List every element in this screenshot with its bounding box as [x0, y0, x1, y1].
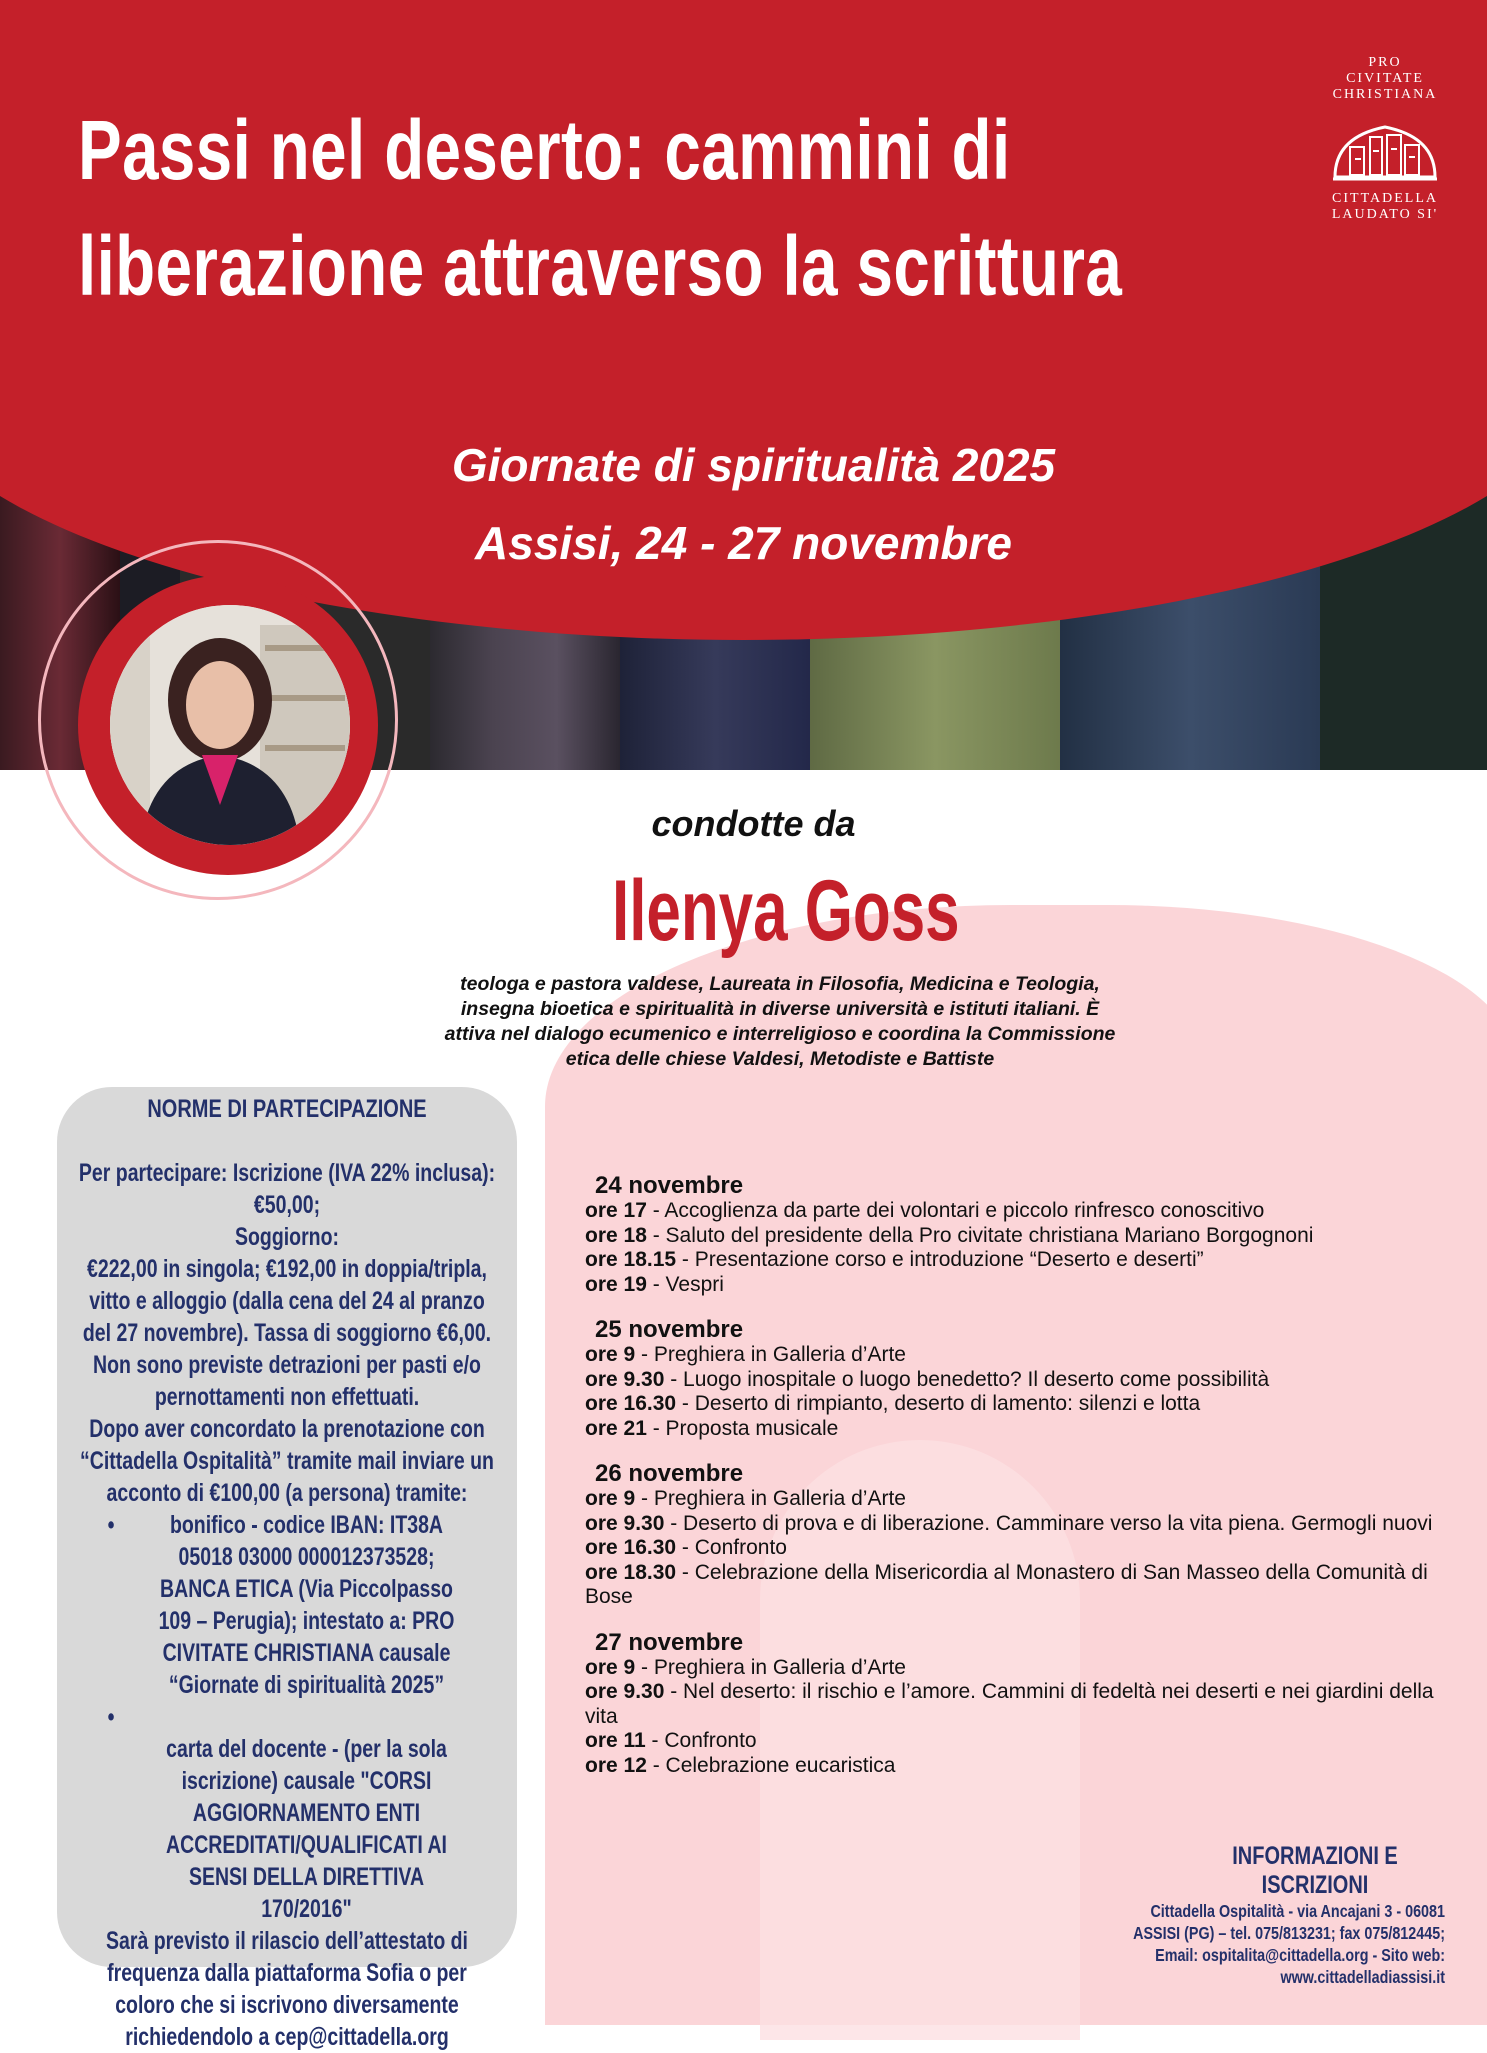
schedule-item — [585, 1512, 1465, 1537]
bio-line: teologa e pastora valdese, Laureata in Filosofia, Medicina e Teologia, — [460, 973, 1100, 995]
item-time: ore 11 — [585, 1729, 646, 1752]
item-text: - Presentazione corso e introduzione “Deserto e deserti” — [676, 1248, 1204, 1271]
schedule-day: 26 novembre — [595, 1460, 744, 1487]
item-time: ore 18.15 — [585, 1248, 677, 1271]
item-text: - Deserto di rimpianto, deserto di lamento: silenzi e lotta — [676, 1392, 1201, 1415]
schedule-item — [585, 1368, 1465, 1393]
item-text: - Luogo inospitale o luogo benedetto? Il deserto come possibilità — [664, 1367, 1270, 1391]
conducted-by-label: condotte da — [651, 803, 856, 844]
rules-paragraph: Per partecipare: Iscrizione (IVA 22% inclusa): €50,00; — [78, 1159, 496, 1219]
logo-text: CITTADELLA — [1332, 191, 1438, 206]
logo-text: PRO — [1368, 55, 1402, 70]
page-title — [78, 92, 1123, 324]
info-title: INFORMAZIONI E ISCRIZIONI — [1232, 1842, 1398, 1899]
bio-line: insegna bioetica e spiritualità in diverse università e istituti italiani. È — [460, 998, 1100, 1020]
bio-line: etica delle chiese Valdesi, Metodiste e Battiste — [565, 1048, 995, 1070]
item-time: ore 12 — [585, 1753, 647, 1777]
info-text — [1125, 1900, 1445, 1988]
rules-paragraph: Non sono previste detrazioni per pasti e/o pernottamenti non effettuati. — [93, 1351, 481, 1411]
citadel-icon — [1325, 107, 1445, 187]
item-time: ore 17 — [585, 1199, 647, 1222]
item-time: ore 9.30 — [585, 1367, 665, 1391]
item-time: ore 19 — [585, 1272, 647, 1296]
item-text: - Deserto di prova e di liberazione. Camminare verso la vita piena. Germogli nuovi — [664, 1511, 1433, 1535]
subtitle-event: Giornate di spiritualità 2025 — [451, 439, 1056, 491]
email-link[interactable]: Email: ospitalita@cittadella.org - Sito web: — [1155, 1945, 1445, 1965]
item-text: - Confronto — [645, 1729, 757, 1752]
item-text: - Celebrazione eucaristica — [646, 1753, 896, 1777]
schedule-day: 27 novembre — [595, 1628, 744, 1656]
item-time: ore 9.30 — [585, 1511, 665, 1535]
item-text: - Preghiera in Galleria d’Arte — [635, 1655, 906, 1679]
rules-paragraph: Dopo aver concordato la prenotazione con “Cittadella Ospitalità” tramite mail inviare un acconto di €100,00 (a persona) tramite: — [80, 1415, 494, 1507]
rules-title: NORME DI PARTECIPAZIONE — [147, 1095, 427, 1123]
subtitle-date: Assisi, 24 - 27 novembre — [475, 517, 1012, 569]
rules-paragraph: €222,00 in singola; €192,00 in doppia/tripla, vitto e alloggio (dalla cena del 24 al pranzo del 27 novembre). Tassa di soggiorno €6,00. — [82, 1255, 492, 1347]
bio-line: attiva nel dialogo ecumenico e interreligioso e coordina la Commissione — [444, 1023, 1116, 1045]
schedule-item — [585, 1754, 1465, 1779]
rules-text — [76, 1157, 497, 2053]
rules-paragraph: Soggiorno: — [235, 1223, 339, 1251]
rules-bullet: • bonifico - codice IBAN: IT38A 05018 03000 000012373528; BANCA ETICA (Via Piccolpasso 109 – Perugia); intestato a: PRO CIVITATE CHRISTIANA causale “Giornate di spiritualità 2025” — [76, 1509, 497, 1701]
item-text: - Celebrazione della Misericordia al Monastero di San Masseo della Comunità di Bose — [585, 1560, 1428, 1608]
title-line: Passi nel deserto: cammini di — [78, 103, 1011, 197]
item-time: ore 16.30 — [585, 1392, 677, 1415]
schedule-day: 25 novembre — [595, 1316, 744, 1343]
item-time: ore 9 — [585, 1343, 636, 1366]
logo — [1320, 55, 1450, 255]
item-text: - Saluto del presidente della Pro civitate christiana Mariano Borgognoni — [646, 1223, 1314, 1247]
schedule-item — [585, 1224, 1465, 1249]
item-time: ore 9 — [585, 1487, 636, 1510]
schedule-item — [585, 1561, 1465, 1610]
item-text: - Preghiera in Galleria d’Arte — [635, 1487, 906, 1510]
rules-bullet: • carta del docente - (per la sola iscrizione) causale "CORSI AGGIORNAMENTO ENTI ACCREDITATI/QUALIFICATI AI SENSI DELLA DIRETTIVA 170/2016" — [76, 1701, 497, 1925]
item-text: - Proposta musicale — [646, 1416, 839, 1440]
item-text: - Confronto — [676, 1536, 787, 1559]
schedule-item — [585, 1487, 1465, 1512]
title-line: liberazione attraverso la scrittura — [78, 219, 1123, 313]
schedule-item — [585, 1536, 1465, 1561]
logo-text: CHRISTIANA — [1332, 87, 1438, 102]
schedule-item — [585, 1729, 1465, 1754]
logo-text: LAUDATO SI' — [1331, 207, 1439, 222]
speaker-bio — [370, 972, 1190, 1072]
schedule-day: 24 novembre — [595, 1172, 744, 1199]
schedule-item — [585, 1199, 1465, 1224]
item-time: ore 9.30 — [585, 1680, 665, 1703]
item-time: ore 9 — [585, 1655, 636, 1679]
item-time: ore 18.30 — [585, 1560, 677, 1584]
item-time: ore 21 — [585, 1416, 647, 1440]
item-text: - Preghiera in Galleria d’Arte — [635, 1343, 906, 1366]
schedule-item — [585, 1680, 1465, 1729]
schedule-item — [585, 1392, 1465, 1417]
website-link[interactable]: www.cittadelladiassisi.it — [1280, 1967, 1445, 1987]
schedule-item — [585, 1273, 1465, 1298]
schedule — [585, 1173, 1465, 1778]
item-text: - Nel deserto: il rischio e l’amore. Cammini di fedeltà nei deserti e nei giardini della vita — [585, 1680, 1434, 1728]
item-time: ore 18 — [585, 1223, 647, 1247]
contact-info — [1125, 1842, 1445, 1988]
schedule-item — [585, 1656, 1465, 1681]
item-time: ore 16.30 — [585, 1536, 677, 1559]
speaker-name: Ilenya Goss — [612, 863, 960, 959]
schedule-item — [585, 1248, 1465, 1273]
info-line: Cittadella Ospitalità - via Ancajani 3 - 06081 — [1150, 1901, 1445, 1921]
info-line: ASSISI (PG) – tel. 075/813231; fax 075/812445; — [1133, 1923, 1445, 1943]
rules-paragraph: Sarà previsto il rilascio dell’attestato di frequenza dalla piattaforma Sofia o per coloro che si iscrivono diversamente richiedendolo a cep@cittadella.org — [106, 1927, 468, 2051]
item-text: - Accoglienza da parte dei volontari e piccolo rinfresco conoscitivo — [646, 1199, 1265, 1222]
schedule-item — [585, 1343, 1465, 1368]
logo-text: CIVITATE — [1346, 71, 1424, 86]
schedule-item — [585, 1417, 1465, 1442]
item-text: - Vespri — [646, 1272, 724, 1296]
